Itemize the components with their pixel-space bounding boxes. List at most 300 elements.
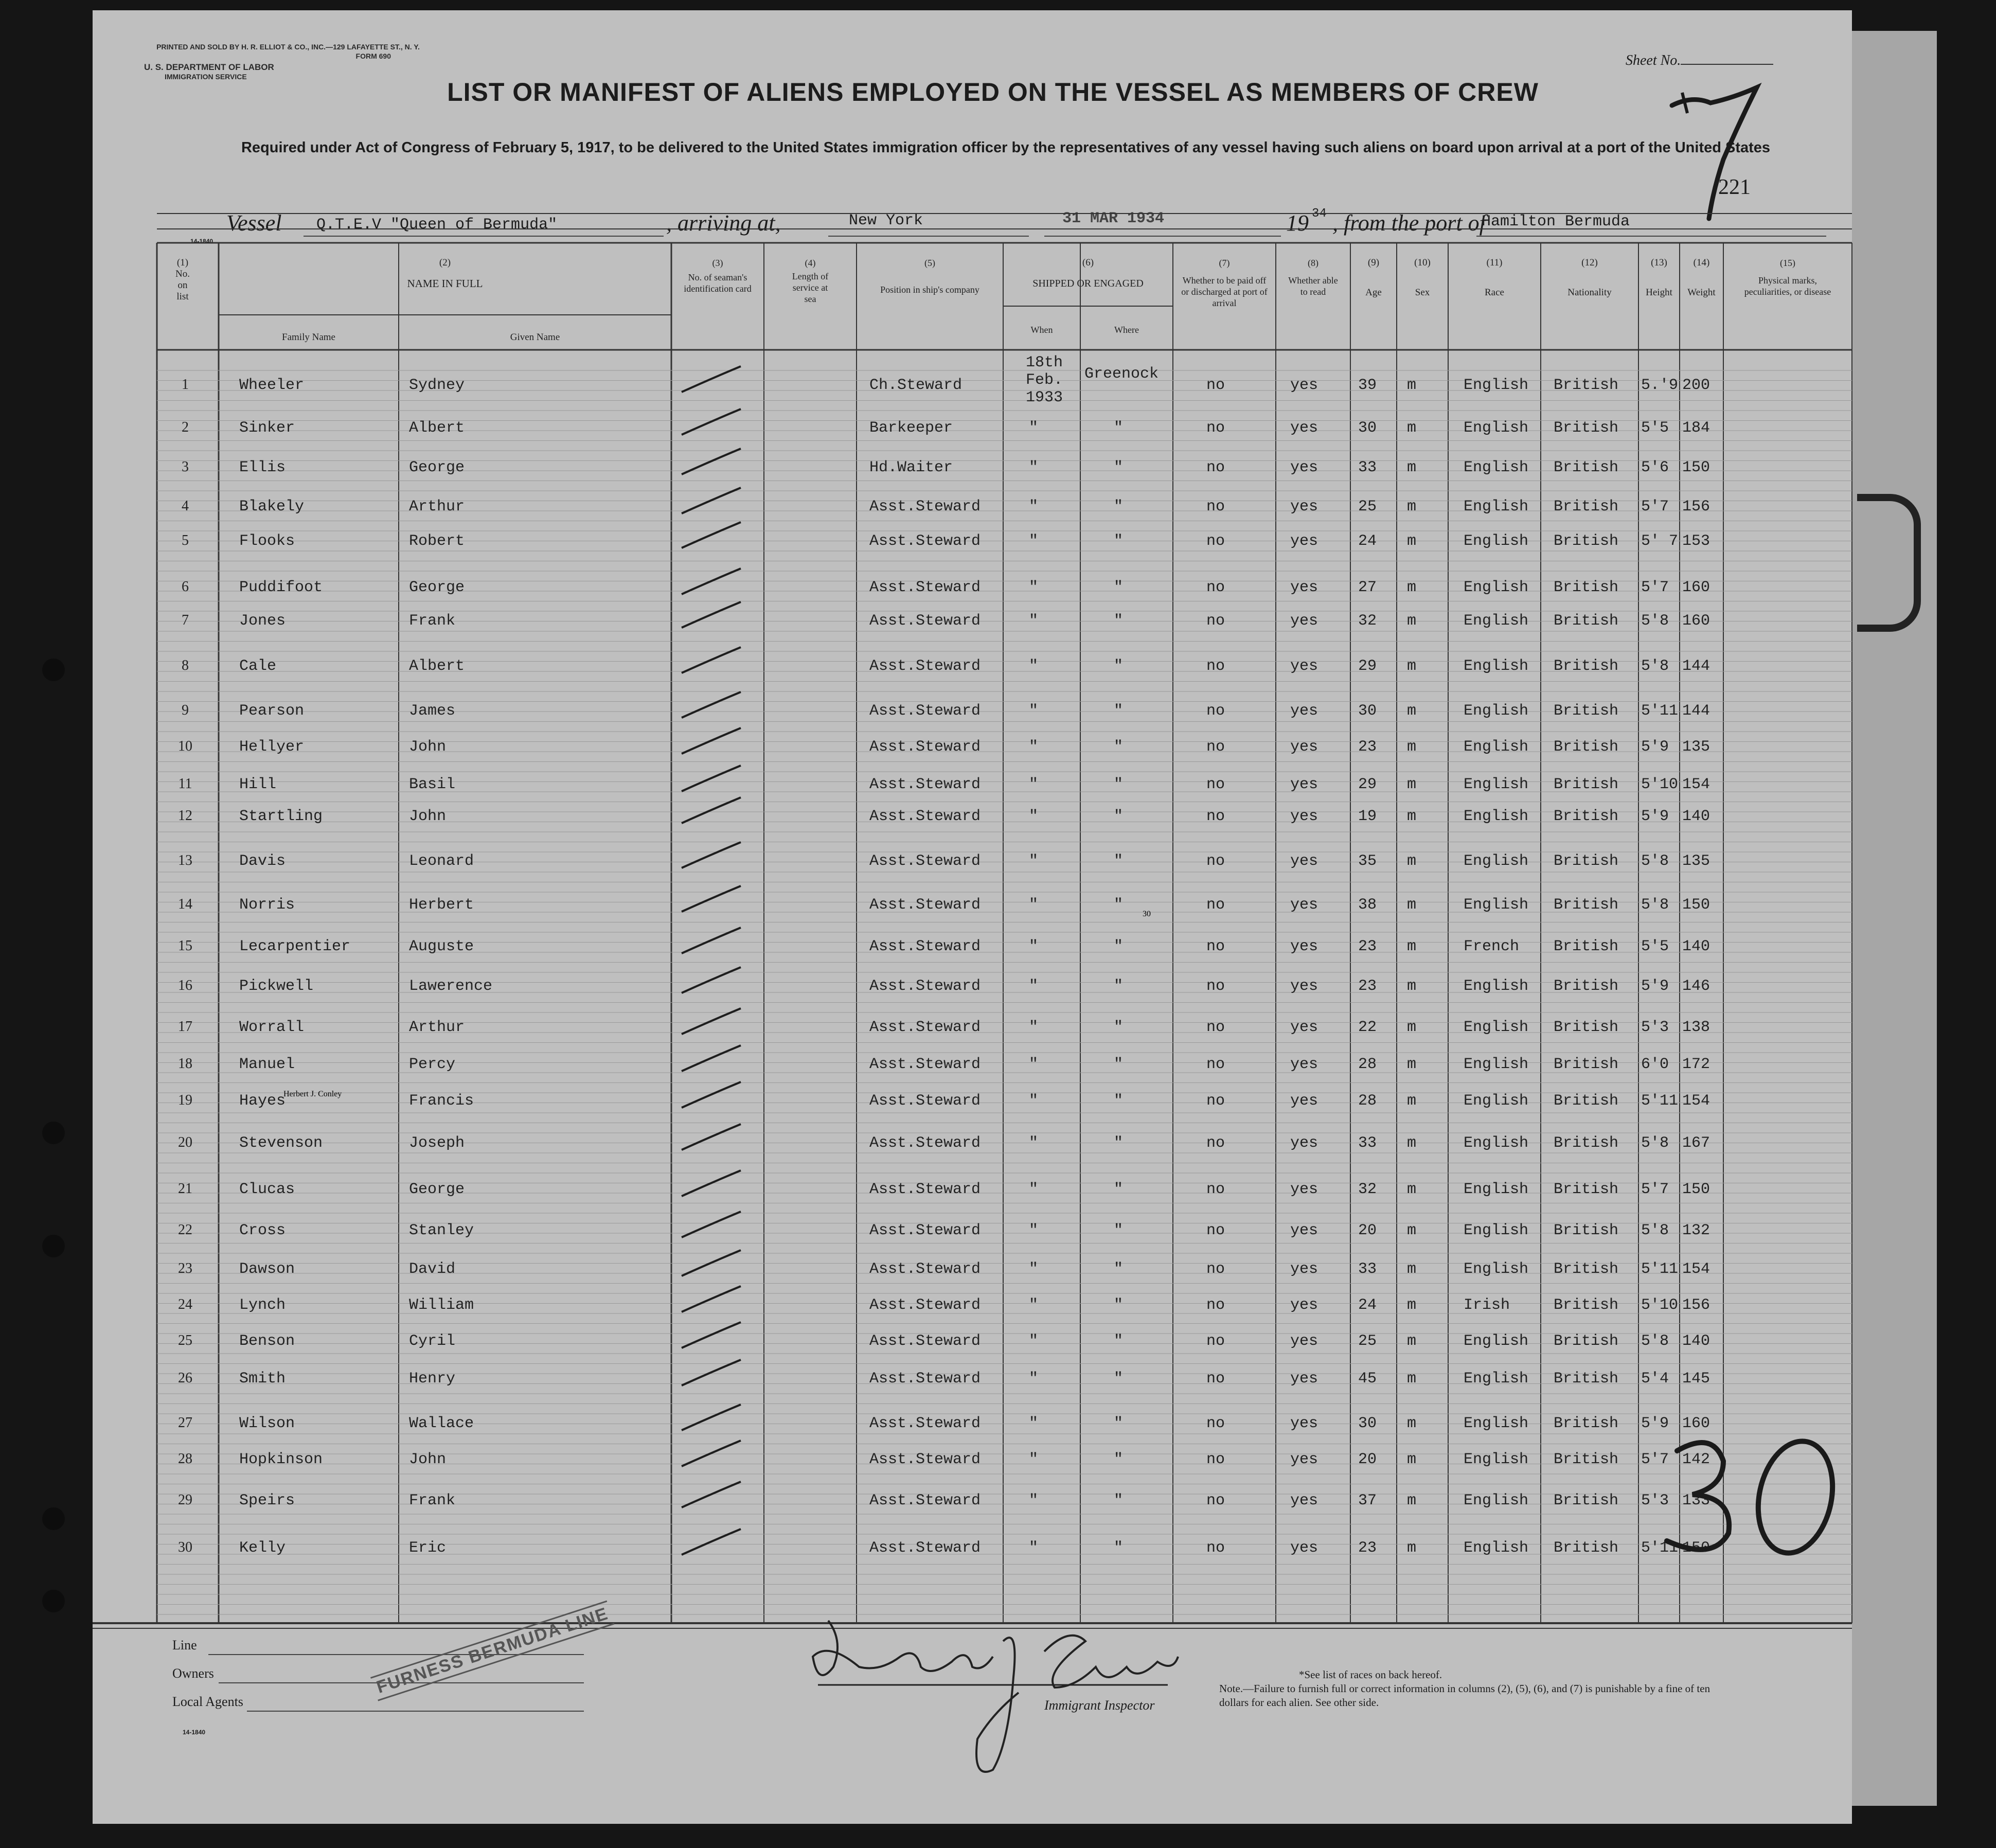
cell-height: 5'8 [1641,1332,1669,1350]
cell-height: 5'3 [1641,1019,1669,1036]
cell-sex: m [1407,459,1417,476]
ditto-mark: " [1114,1451,1124,1468]
ditto-mark: " [1114,498,1124,516]
ditto-mark: " [1114,1181,1124,1198]
cell-no: 15 [178,938,192,954]
col-3-header: (3) No. of seaman's identification card [684,258,752,294]
vessel-name: Q.T.E.V "Queen of Bermuda" [316,216,558,234]
id-card-slash [682,692,741,718]
cell-weight: 132 [1682,1222,1710,1239]
col-14-header: (14) Weight [1687,257,1716,298]
ditto-mark: " [1114,938,1124,955]
cell-weight: 154 [1682,1092,1710,1110]
cell-race: English [1464,702,1529,720]
cell-no: 17 [178,1019,192,1035]
cell-family: Speirs [239,1492,295,1509]
ditto-mark: " [1114,738,1124,756]
id-card-slash [682,1529,741,1555]
cell-sex: m [1407,896,1417,914]
cell-age: 33 [1358,1260,1377,1278]
cell-given: Henry [409,1370,456,1388]
cell-read: yes [1290,738,1318,756]
cell-nat: British [1554,377,1619,394]
ditto-mark: " [1029,1260,1039,1278]
punch-hole [42,659,65,681]
col-6b-header: Where [1114,325,1139,335]
cell-family: Startling [239,808,323,825]
col-9-header: (9) Age [1365,257,1382,298]
cell-no: 19 [178,1092,192,1108]
cell-age: 20 [1358,1451,1377,1468]
cell-given: Albert [409,419,465,437]
cell-no: 12 [178,808,192,824]
cell-nat: British [1554,612,1619,630]
cell-no: 16 [178,978,192,993]
year-prefix: 19 [1286,210,1309,236]
cell-age: 28 [1358,1056,1377,1073]
cell-given: Arthur [409,1019,465,1036]
cell-no: 1 [182,377,189,393]
ditto-mark: " [1114,1539,1124,1557]
cell-weight: 153 [1682,532,1710,550]
cell-weight: 145 [1682,1370,1710,1388]
cell-nat: British [1554,978,1619,995]
cell-weight: 154 [1682,1260,1710,1278]
cell-read: yes [1290,1492,1318,1509]
ditto-mark: " [1029,776,1039,793]
cell-nat: British [1554,1092,1619,1110]
cell-given: Leonard [409,852,474,870]
cell-age: 27 [1358,579,1377,596]
punch-hole [42,1122,65,1144]
cell-given: Herbert [409,896,474,914]
cell-position: Asst.Steward [869,1260,981,1278]
cell-race: English [1464,738,1529,756]
cell-given: George [409,579,465,596]
cell-nat: British [1554,1539,1619,1557]
cell-read: yes [1290,1222,1318,1239]
cell-paid: no [1206,808,1225,825]
cell-weight: 184 [1682,419,1710,437]
cell-weight: 140 [1682,808,1710,825]
printer-line: PRINTED AND SOLD BY H. R. ELLIOT & CO., INC.—129 LAFAYETTE ST., N. Y. [156,43,420,51]
from-label: , from the port of [1332,210,1486,236]
cell-paid: no [1206,579,1225,596]
cell-position: Asst.Steward [869,1296,981,1314]
cell-weight: 140 [1682,1332,1710,1350]
cell-sex: m [1407,776,1417,793]
cell-age: 23 [1358,1539,1377,1557]
ditto-mark: " [1114,1092,1124,1110]
cell-paid: no [1206,1056,1225,1073]
ditto-mark: " [1029,896,1039,914]
cell-family: Jones [239,612,286,630]
ditto-mark: " [1029,1370,1039,1388]
cell-nat: British [1554,498,1619,516]
cell-height: 5'8 [1641,612,1669,630]
vessel-label: Vessel [226,210,282,236]
id-card-slash [682,1124,741,1150]
cell-position: Asst.Steward [869,1056,981,1073]
ditto-mark: " [1029,1222,1039,1239]
cell-no: 21 [178,1181,192,1197]
cell-family: Stevenson [239,1134,323,1152]
ditto-mark: " [1114,1492,1124,1509]
cell-no: 7 [182,612,189,628]
id-card-slash [682,1082,741,1108]
cell-position: Asst.Steward [869,776,981,793]
cell-age: 33 [1358,459,1377,476]
cell-race: English [1464,776,1529,793]
cell-sex: m [1407,1056,1417,1073]
cell-paid: no [1206,498,1225,516]
cell-given: Wallace [409,1415,474,1432]
cell-height: 5'8 [1641,1222,1669,1239]
cell-age: 30 [1358,702,1377,720]
cell-race: English [1464,532,1529,550]
cell-given: Sydney [409,377,465,394]
ditto-mark: " [1029,1092,1039,1110]
cell-race: English [1464,1260,1529,1278]
cell-family: Pickwell [239,978,314,995]
cell-sex: m [1407,1451,1417,1468]
cell-read: yes [1290,852,1318,870]
cell-nat: British [1554,1134,1619,1152]
cell-given: Eric [409,1539,447,1557]
cell-weight: 150 [1682,896,1710,914]
ditto-mark: " [1029,658,1039,675]
cell-read: yes [1290,1451,1318,1468]
cell-nat: British [1554,938,1619,955]
cell-race: English [1464,1056,1529,1073]
cell-given: Basil [409,776,456,793]
cell-height: 5'7 [1641,1451,1669,1468]
cell-paid: no [1206,896,1225,914]
ditto-mark: " [1114,1415,1124,1432]
cell-position: Asst.Steward [869,1451,981,1468]
cell-given: George [409,1181,465,1198]
cell-paid: no [1206,612,1225,630]
cell-age: 19 [1358,808,1377,825]
col-10-header: (10) Sex [1414,257,1431,298]
cell-sex: m [1407,532,1417,550]
cell-age: 28 [1358,1092,1377,1110]
back-page-edge [1852,31,1937,1806]
cell-no: 2 [182,419,189,435]
cell-nat: British [1554,1260,1619,1278]
id-card-slash [682,766,741,791]
cell-height: 5'7 [1641,1181,1669,1198]
ditto-mark: " [1114,459,1124,476]
cell-family: Davis [239,852,286,870]
ditto-mark: " [1114,1019,1124,1036]
cell-paid: no [1206,658,1225,675]
total-hand-text: 30 [1143,910,1151,918]
cell-race: English [1464,1134,1529,1152]
ditto-mark: " [1114,1134,1124,1152]
cell-sex: m [1407,808,1417,825]
cell-position: Asst.Steward [869,1415,981,1432]
cell-read: yes [1290,419,1318,437]
cell-nat: British [1554,1370,1619,1388]
cell-paid: no [1206,1181,1225,1198]
cell-family: Ellis [239,459,286,476]
col-2-header: (2) NAME IN FULL [407,257,483,290]
id-card-slash [682,928,741,953]
ditto-mark: " [1029,1019,1039,1036]
ditto-mark: " [1029,579,1039,596]
cell-paid: no [1206,532,1225,550]
ditto-mark: " [1114,852,1124,870]
cell-age: 32 [1358,1181,1377,1198]
cell-family: Cale [239,658,277,675]
cell-age: 23 [1358,938,1377,955]
ditto-mark: " [1114,612,1124,630]
cell-no: 25 [178,1332,192,1348]
cell-position: Asst.Steward [869,1019,981,1036]
cell-given: William [409,1296,474,1314]
cell-nat: British [1554,1451,1619,1468]
cell-given: Lawerence [409,978,493,995]
cell-age: 37 [1358,1492,1377,1509]
cell-race: English [1464,579,1529,596]
year-suffix: 34 [1312,207,1327,221]
cell-age: 38 [1358,896,1377,914]
col-7-header: (7) Whether to be paid off or discharged at port of arrival [1181,258,1268,308]
cell-no: 6 [182,579,189,595]
cell-nat: British [1554,896,1619,914]
cell-no: 26 [178,1370,192,1386]
cell-paid: no [1206,459,1225,476]
cell-height: 5'9 [1641,738,1669,756]
punch-hole [42,1507,65,1530]
ditto-mark: " [1029,808,1039,825]
cell-height: 5'7 [1641,498,1669,516]
cell-family: Lynch [239,1296,286,1314]
cell-weight: 172 [1682,1056,1710,1073]
cell-age: 25 [1358,1332,1377,1350]
cell-sex: m [1407,1370,1417,1388]
signature-text: Herbert J. Conley [283,1090,342,1098]
cell-age: 35 [1358,852,1377,870]
local-agents-label: Local Agents [172,1694,243,1709]
cell-family: Pearson [239,702,305,720]
cell-nat: British [1554,1056,1619,1073]
cell-sex: m [1407,738,1417,756]
cell-nat: British [1554,1296,1619,1314]
document-title: LIST OR MANIFEST OF ALIENS EMPLOYED ON THE VESSEL AS MEMBERS OF CREW [447,78,1539,106]
cell-family: Hill [239,776,277,793]
cell-family: Clucas [239,1181,295,1198]
cell-read: yes [1290,978,1318,995]
cell-given: Albert [409,658,465,675]
cell-sex: m [1407,1539,1417,1557]
cell-sex: m [1407,658,1417,675]
id-card-slash [682,1482,741,1507]
cell-height: 6'0 [1641,1056,1669,1073]
cell-sex: m [1407,1092,1417,1110]
cell-family: Lecarpentier [239,938,351,955]
cell-paid: no [1206,978,1225,995]
cell-height: 5'11 [1641,1260,1679,1278]
ditto-mark: " [1029,1451,1039,1468]
cell-weight: 150 [1682,1181,1710,1198]
cell-height: 5'3 [1641,1492,1669,1509]
ditto-mark: " [1114,532,1124,550]
cell-position: Asst.Steward [869,808,981,825]
cell-race: English [1464,1222,1529,1239]
cell-nat: British [1554,738,1619,756]
cell-paid: no [1206,852,1225,870]
cell-nat: British [1554,702,1619,720]
arriving-port: New York [849,212,923,229]
cell-given: Cyril [409,1332,456,1350]
ditto-mark: " [1114,808,1124,825]
cell-age: 23 [1358,978,1377,995]
ditto-mark: " [1029,702,1039,720]
cell-position: Asst.Steward [869,658,981,675]
cell-weight: 146 [1682,978,1710,995]
cell-read: yes [1290,658,1318,675]
cell-age: 22 [1358,1019,1377,1036]
cell-read: yes [1290,1539,1318,1557]
cell-given: John [409,738,447,756]
cell-nat: British [1554,776,1619,793]
cell-no: 4 [182,498,189,514]
cell-paid: no [1206,1092,1225,1110]
cell-height: 5'9 [1641,1415,1669,1432]
cell-height: 5'8 [1641,852,1669,870]
cell-paid: no [1206,776,1225,793]
cell-family: Wheeler [239,377,305,394]
ditto-mark: " [1029,1134,1039,1152]
cell-age: 33 [1358,1134,1377,1152]
document-subtitle: Required under Act of Congress of February 5, 1917, to be delivered to the United States immigration officer by the representatives of any vessel having such aliens on board upon arrival at a port of the United States [241,139,1771,156]
cell-sex: m [1407,1181,1417,1198]
cell-position: Asst.Steward [869,978,981,995]
punch-hole [42,1235,65,1257]
cell-sex: m [1407,1492,1417,1509]
ditto-mark: " [1029,419,1039,437]
punch-hole [42,1590,65,1612]
cell-sex: m [1407,978,1417,995]
line-label: Line [172,1638,197,1652]
cell-race: English [1464,419,1529,437]
cell-nat: British [1554,1181,1619,1198]
col-2a-header: Family Name [282,332,335,343]
cell-weight: 150 [1682,1539,1710,1557]
cell-height: 5'8 [1641,1134,1669,1152]
cell-read: yes [1290,776,1318,793]
cell-position: Asst.Steward [869,532,981,550]
cell-given: Percy [409,1056,456,1073]
cell-age: 30 [1358,1415,1377,1432]
cell-age: 24 [1358,1296,1377,1314]
cell-read: yes [1290,377,1318,394]
cell-nat: British [1554,1415,1619,1432]
arriving-label: , arriving at, [666,210,781,236]
cell-height: 5'9 [1641,808,1669,825]
cell-weight: 160 [1682,1415,1710,1432]
cell-given: Robert [409,532,465,550]
sheet-no-label: Sheet No. [1626,52,1681,68]
cell-race: English [1464,612,1529,630]
cell-given: Frank [409,612,456,630]
cell-position: Asst.Steward [869,938,981,955]
id-card-slash [682,522,741,548]
ditto-mark: " [1029,1056,1039,1073]
cell-paid: no [1206,1296,1225,1314]
cell-position: Asst.Steward [869,702,981,720]
cell-given: David [409,1260,456,1278]
ditto-mark: " [1114,896,1124,914]
cell-height: 5'5 [1641,419,1669,437]
cell-weight: 156 [1682,1296,1710,1314]
cell-no: 27 [178,1415,192,1431]
ditto-mark: " [1029,738,1039,756]
cell-paid: no [1206,1492,1225,1509]
ditto-mark: " [1114,776,1124,793]
cell-position: Barkeeper [869,419,953,437]
cell-no: 29 [178,1492,192,1508]
cell-height: 5'11 [1641,1092,1679,1110]
cell-weight: 150 [1682,459,1710,476]
cell-read: yes [1290,1260,1318,1278]
form-code-top: 14-1840 [190,238,213,245]
cell-sex: m [1407,1296,1417,1314]
col-8-header: (8) Whether able to read [1288,258,1338,297]
id-card-slash [682,1405,741,1430]
cell-sex: m [1407,612,1417,630]
cell-sex: m [1407,1222,1417,1239]
cell-family: Worrall [239,1019,305,1036]
cell-sex: m [1407,938,1417,955]
cell-family: Smith [239,1370,286,1388]
cell-nat: British [1554,1332,1619,1350]
ditto-mark: " [1114,702,1124,720]
cell-position: Asst.Steward [869,1134,981,1152]
cell-read: yes [1290,498,1318,516]
ditto-mark: " [1029,1181,1039,1198]
ditto-mark: " [1029,459,1039,476]
first-row-when: 18th Feb. 1933 [1025,354,1063,406]
cell-family: Cross [239,1222,286,1239]
cell-height: 5'10 [1641,776,1679,793]
id-card-slash [682,967,741,993]
cell-race: English [1464,1332,1529,1350]
cell-position: Asst.Steward [869,1370,981,1388]
cell-age: 39 [1358,377,1377,394]
form-code-bottom: 14-1840 [183,1729,206,1736]
cell-position: Asst.Steward [869,896,981,914]
cell-no: 23 [178,1260,192,1276]
cell-paid: no [1206,1332,1225,1350]
col-11-header: (11) Race [1485,257,1504,298]
cell-race: English [1464,1092,1529,1110]
cell-nat: British [1554,532,1619,550]
races-note: *See list of races on back hereof. [1299,1668,1442,1681]
cell-read: yes [1290,1370,1318,1388]
cell-read: yes [1290,532,1318,550]
cell-read: yes [1290,896,1318,914]
cell-age: 24 [1358,532,1377,550]
cell-paid: no [1206,419,1225,437]
cell-position: Asst.Steward [869,612,981,630]
cell-family: Wilson [239,1415,295,1432]
cell-age: 20 [1358,1222,1377,1239]
ditto-mark: " [1029,1415,1039,1432]
cell-read: yes [1290,1181,1318,1198]
